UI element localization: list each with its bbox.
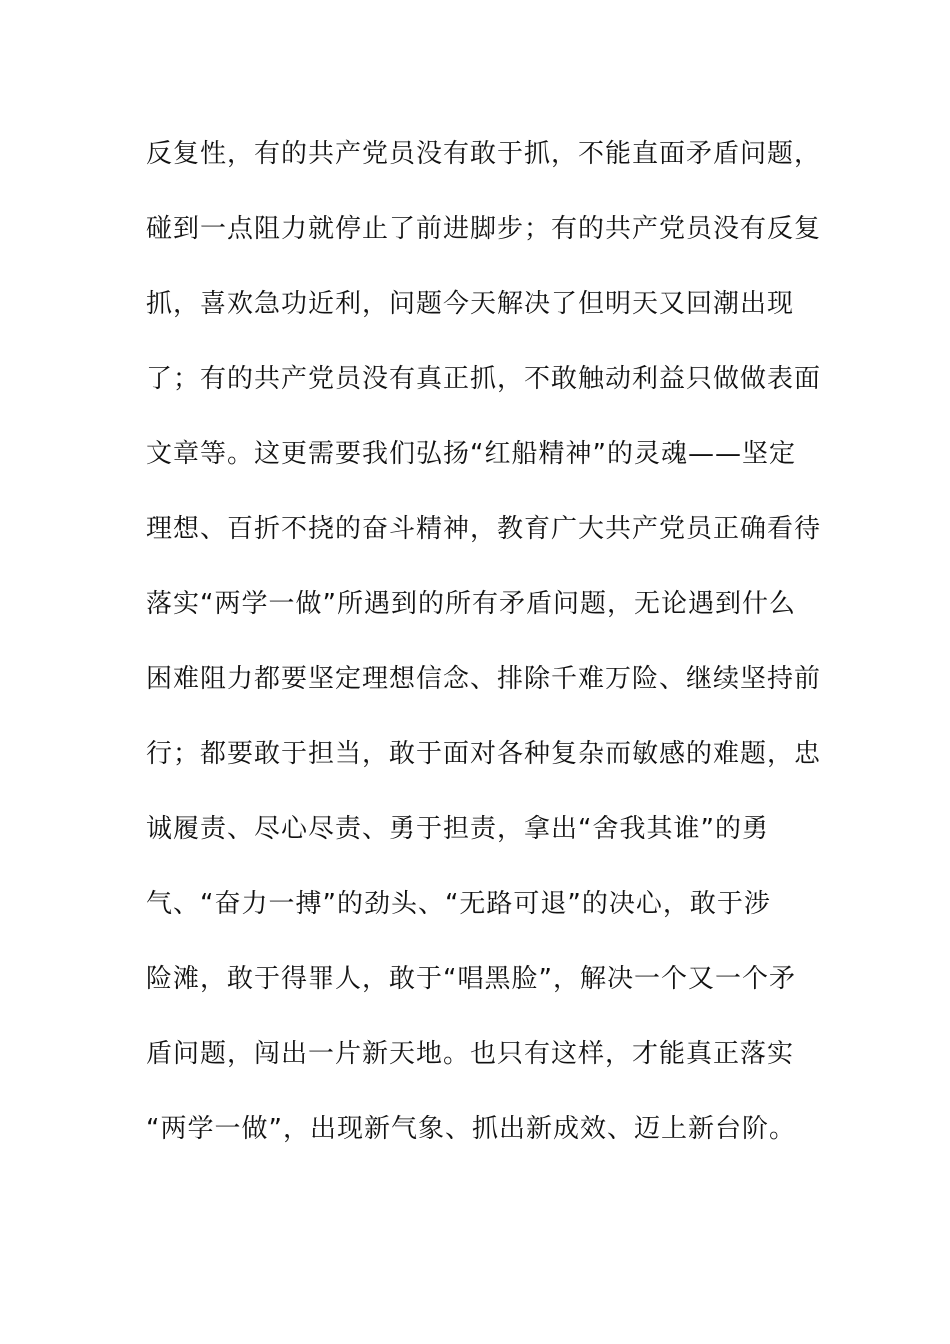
text-line: 盾问题，闯出一片新天地。也只有这样，才能真正落实 <box>146 1039 795 1069</box>
text-line: 气、“奋力一搏”的劲头、“无路可退”的决心，敢于涉 <box>146 889 771 919</box>
text-line: 抓，喜欢急功近利，问题今天解决了但明天又回潮出现 <box>146 289 795 319</box>
text-line: 碰到一点阻力就停止了前进脚步；有的共产党员没有反复 <box>146 214 822 244</box>
text-line: 反复性，有的共产党员没有敢于抓，不能直面矛盾问题， <box>146 139 822 169</box>
text-line: 诚履责、尽心尽责、勇于担责，拿出“舍我其谁”的勇 <box>146 814 769 844</box>
text-line: 行；都要敢于担当，敢于面对各种复杂而敏感的难题，忠 <box>146 739 822 769</box>
text-line: 落实“两学一做”所遇到的所有矛盾问题，无论遇到什么 <box>146 589 796 619</box>
text-line: 了；有的共产党员没有真正抓，不敢触动利益只做做表面 <box>146 364 822 394</box>
text-line: “两学一做”，出现新气象、抓出新成效、迈上新台阶。 <box>146 1114 796 1144</box>
text-line: 理想、百折不挠的奋斗精神，教育广大共产党员正确看待 <box>146 514 822 544</box>
text-line: 文章等。这更需要我们弘扬“红船精神”的灵魂——坚定 <box>146 439 796 469</box>
text-line: 困难阻力都要坚定理想信念、排除千难万险、继续坚持前 <box>146 664 822 694</box>
body-paragraph <box>146 130 822 1180</box>
text-line: 险滩，敢于得罪人，敢于“唱黑脸”，解决一个又一个矛 <box>146 964 796 994</box>
